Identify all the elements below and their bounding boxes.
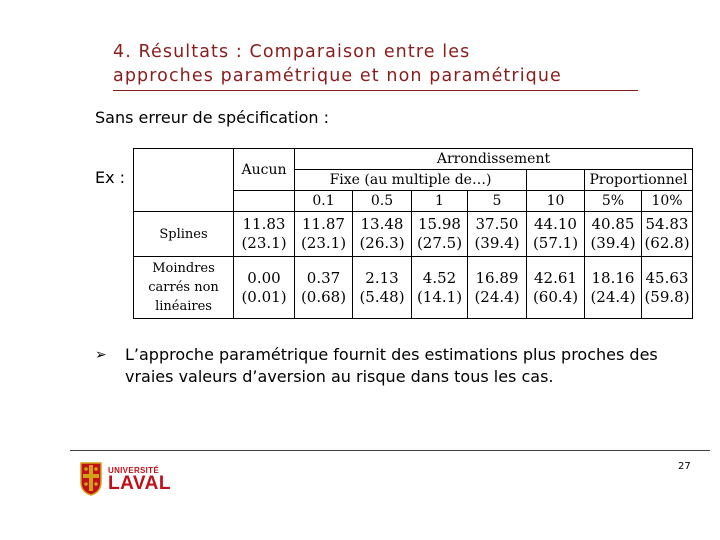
subtitle: Sans erreur de spécification : xyxy=(95,108,330,127)
table-cell: 37.50 (39.4) xyxy=(468,212,527,257)
results-table xyxy=(133,148,693,319)
subheader-aucun-blank xyxy=(234,191,295,212)
slide-title xyxy=(113,40,638,88)
universite-laval-logo xyxy=(80,462,171,496)
subheader-5pct: 5% xyxy=(585,191,642,212)
subheader-0-5: 0.5 xyxy=(353,191,412,212)
table-cell: 16.89 (24.4) xyxy=(468,257,527,319)
header-proportionnel: Proportionnel xyxy=(585,170,693,191)
logo-wordmark xyxy=(108,466,171,493)
slide-title-line2: approches paramétrique et non paramétrique xyxy=(113,66,562,86)
table-corner-cell xyxy=(134,149,234,212)
logo-line2: LAVAL xyxy=(108,472,172,494)
header-blank xyxy=(527,170,585,191)
table-cell: 42.61 (60.4) xyxy=(527,257,585,319)
subheader-5: 5 xyxy=(468,191,527,212)
table-cell: 11.83 (23.1) xyxy=(234,212,295,257)
subheader-0-1: 0.1 xyxy=(295,191,353,212)
header-fixe: Fixe (au multiple de…) xyxy=(295,170,527,191)
header-aucun: Aucun xyxy=(234,149,295,191)
table-cell: 40.85 (39.4) xyxy=(585,212,642,257)
table-row-splines xyxy=(134,212,693,257)
slide-title-line1: 4. Résultats : Comparaison entre les xyxy=(113,42,471,62)
example-label: Ex : xyxy=(95,168,126,187)
table-cell: 13.48 (26.3) xyxy=(353,212,412,257)
table-cell: 11.87 (23.1) xyxy=(295,212,353,257)
table-cell: 0.00 (0.01) xyxy=(234,257,295,319)
logo-line1: UNIVERSITÉ xyxy=(108,465,160,475)
subheader-10pct: 10% xyxy=(642,191,693,212)
table-cell: 0.37 (0.68) xyxy=(295,257,353,319)
table-cell: 2.13 (5.48) xyxy=(353,257,412,319)
row-label-splines: Splines xyxy=(134,212,234,257)
table-cell: 4.52 (14.1) xyxy=(412,257,468,319)
conclusion-text: L’approche paramétrique fournit des estimations plus proches des vraies valeurs d’aversion au risque dans tous les cas. xyxy=(125,345,658,386)
arrow-bullet-icon: ➢ xyxy=(95,347,107,363)
footer-divider xyxy=(70,450,710,451)
crest-icon xyxy=(80,462,102,496)
header-arrondissement: Arrondissement xyxy=(295,149,693,170)
table-cell: 44.10 (57.1) xyxy=(527,212,585,257)
table-cell: 45.63 (59.8) xyxy=(642,257,693,319)
row-label-moindres-carres: Moindres carrés non linéaires xyxy=(134,257,234,319)
table-cell: 18.16 (24.4) xyxy=(585,257,642,319)
table-row-moindres-carres xyxy=(134,257,693,319)
subheader-1: 1 xyxy=(412,191,468,212)
subheader-10: 10 xyxy=(527,191,585,212)
title-underline xyxy=(113,90,638,91)
table-cell: 54.83 (62.8) xyxy=(642,212,693,257)
table-cell: 15.98 (27.5) xyxy=(412,212,468,257)
page-number: 27 xyxy=(678,461,691,472)
